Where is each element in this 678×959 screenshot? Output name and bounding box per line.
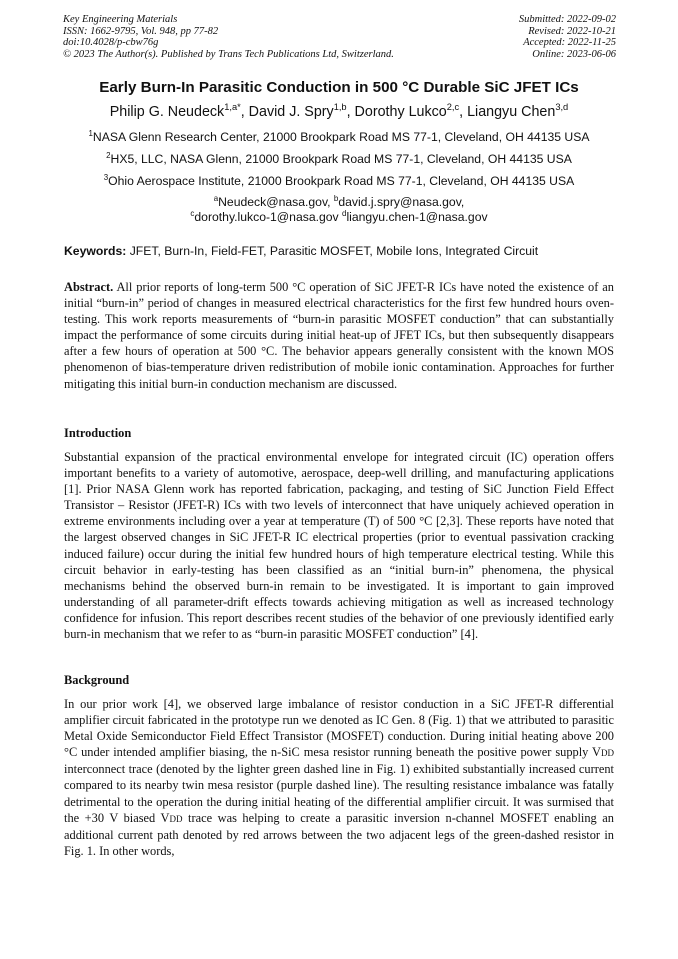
background-text-part-3: trace was helping to create a parasitic inversion n-channel MOSFET enabling an additional current path denoted by red arrows between the two adjacent legs of the green-dashed resistor in Fig. 1. In other words,	[64, 810, 614, 858]
affiliation-marker: 3	[103, 172, 109, 182]
email-address[interactable]: liangyu.chen-1@nasa.gov	[346, 210, 488, 224]
publication-dates	[519, 14, 616, 60]
background-text-part-2: interconnect trace (denoted by the lighter green dashed line in Fig. 1) exhibited substantially increased current compared to its nearby twin mesa resistor (purple dashed line). The resulting resistance imbalance was fatally detrimental to the operation the during initial heating of the differential amplifier circuit. It was surmised that the +30 V biased V	[64, 762, 614, 825]
abstract-text: All prior reports of long-term 500 °C operation of SiC JFET-R ICs have noted the existence of an initial “burn-in” period of changes in measured electrical characteristics for the first few hundred hours oven-testing. This work reports measurements of “burn-in parasitic MOSFET conduction” that can substantially impact the performance of some circuits during initial heat-up of JFET ICs, but then subsequently disappears after a few hours of operation at 500 °C. The behavior appears generally consistent with the known MOS phenomenon of bias-temperature driven redistribution of mobile ionic contamination. Approaches for further mitigating this initial burn-in conduction mechanism are discussed.	[64, 280, 614, 391]
affiliation-1	[0, 130, 678, 144]
keywords-text: JFET, Burn-In, Field-FET, Parasitic MOSFET, Mobile Ions, Integrated Circuit	[126, 244, 539, 258]
author-list	[0, 104, 678, 120]
affiliation-text: HX5, LLC, NASA Glenn, 21000 Brookpark Road MS 77-1, Cleveland, OH 44135 USA	[110, 152, 572, 166]
affiliation-3	[0, 174, 678, 188]
background-text	[64, 696, 614, 859]
author-name: Liangyu Chen	[467, 104, 556, 120]
author-affiliation-marker: 1,a*	[224, 102, 241, 113]
author-separator: ,	[346, 104, 355, 120]
introduction-text: Substantial expansion of the practical environmental envelope for integrated circuit (IC) operation offers important benefits to a variety of automotive, aerospace, deep-well drilling, and manufacturing applications [1]. Prior NASA Glenn work has reported fabrication, packaging, and testing of SiC Junction Field Effect Transistor – Resistor (JFET-R) ICs with two levels of interconnect that have uniquely achieved operation in extreme environments including over a year at temperature (T) of 500 °C [2,3]. These reports have noted that the largest observed changes in SiC JFET-R IC electrical properties (prior to eventual passivation cracking induced failure) occur during the initial few hundred hours of high temperature electrical testing. While this circuit behavior in early-testing has been classified as an “initial burn-in” phenomena, the physical mechanisms behind the observed burn-in remain to be investigated. It is important to gain improved understanding of all parameter-drift effects towards achieving mitigation as well as increased technology confidence for infusion. This report describes recent studies of the behavior of one previously identified early burn-in mechanism that we refer to as “burn-in parasitic MOSFET conduction” [4].	[64, 450, 614, 642]
paper-title: Early Burn-In Parasitic Conduction in 500 °C Durable SiC JFET ICs	[99, 79, 579, 96]
email-address[interactable]: david.j.spry@nasa.gov,	[338, 195, 465, 209]
email-line-1	[0, 195, 678, 209]
email-line-2	[0, 210, 678, 224]
doi-line: doi:10.4028/p-cbw76g	[63, 37, 159, 48]
affiliation-text: NASA Glenn Research Center, 21000 Brookpark Road MS 77-1, Cleveland, OH 44135 USA	[92, 130, 590, 144]
introduction-heading: Introduction	[64, 426, 132, 440]
submitted-date: Submitted: 2022-09-02	[518, 14, 616, 25]
journal-info	[63, 14, 394, 60]
email-marker: d	[342, 208, 347, 218]
vdd-subscript: DD	[169, 813, 183, 824]
email-address[interactable]: dorothy.lukco-1@nasa.gov	[194, 210, 343, 224]
author-separator: ,	[240, 104, 249, 120]
revised-date: Revised: 2022-10-21	[528, 25, 616, 37]
email-marker: a	[213, 193, 219, 203]
author-name: David J. Spry	[248, 104, 334, 120]
copyright-line: © 2023 The Author(s). Published by Trans Tech Publications Ltd, Switzerland.	[63, 48, 394, 60]
affiliation-2	[0, 152, 678, 166]
online-date: Online: 2023-06-06	[532, 48, 616, 60]
email-address[interactable]: Neudeck@nasa.gov,	[218, 195, 334, 209]
keywords	[64, 244, 538, 258]
background-heading: Background	[64, 673, 130, 687]
author-affiliation-marker: 1,b	[333, 102, 347, 113]
abstract-label: Abstract.	[64, 280, 114, 294]
accepted-date: Accepted: 2022-11-25	[523, 37, 616, 48]
author-name: Philip G. Neudeck	[109, 104, 225, 120]
email-marker: b	[333, 193, 339, 203]
abstract	[64, 279, 614, 392]
author-affiliation-marker: 2,c	[446, 102, 460, 113]
journal-name: Key Engineering Materials	[63, 14, 178, 25]
affiliation-marker: 2	[106, 150, 111, 160]
background-text-part-1: In our prior work [4], we observed large imbalance of resistor conduction in a SiC JFET-R differential amplifier circuit fabricated in the prototype run we denoted as IC Gen. 8 (Fig. 1) that we attributed to parasitic Metal Oxide Semiconductor Field Effect Transistor (MOSFET) conduction. During initial heating above 200 °C under intended amplifier biasing, the n-SiC mesa resistor running beneath the positive power supply V	[64, 697, 614, 760]
author-separator: ,	[459, 104, 468, 120]
keywords-label: Keywords:	[64, 244, 127, 258]
issn-line: ISSN: 1662-9795, Vol. 948, pp 77-82	[63, 25, 219, 37]
author-name: Dorothy Lukco	[354, 104, 447, 120]
author-affiliation-marker: 3,d	[555, 102, 569, 113]
affiliation-marker: 1	[88, 128, 93, 138]
email-marker: c	[190, 208, 195, 218]
affiliation-text: Ohio Aerospace Institute, 21000 Brookpark Road MS 77-1, Cleveland, OH 44135 USA	[108, 174, 575, 188]
vdd-subscript: DD	[601, 748, 614, 759]
